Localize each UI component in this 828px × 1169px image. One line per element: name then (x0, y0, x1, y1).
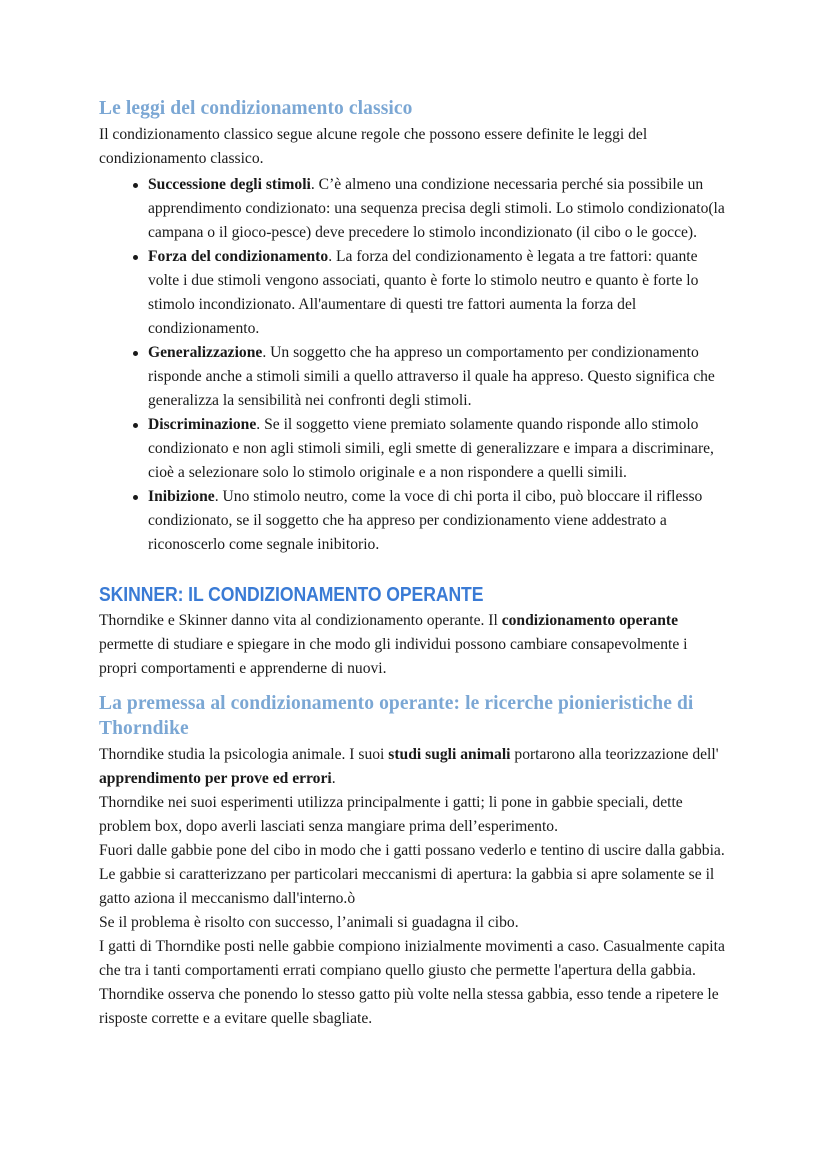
list-item (99, 341, 725, 413)
section-heading-leggi-condizionamento-classico: Le leggi del condizionamento classico (99, 98, 413, 119)
paragraph-bold-segment: condizionamento operante (501, 612, 679, 629)
paragraph-thorndike-problema-risolto: Se il problema è risolto con successo, l’animali si guadagna il cibo. (99, 914, 519, 931)
paragraph-text-segment: Thorndike studia la psicologia animale. I suoi (99, 746, 389, 763)
document-content (99, 96, 725, 1031)
paragraph-text-segment: Thorndike e Skinner danno vita al condizionamento operante. Il (99, 612, 502, 629)
paragraph-bold-segment: apprendimento per prove ed errori (99, 770, 332, 787)
list-item-term: Inibizione (148, 488, 215, 505)
list-item (99, 485, 725, 557)
paragraph-thorndike-movimenti-caso: I gatti di Thorndike posti nelle gabbie compiono inizialmente movimenti a caso. Casualmente capita che tra i tanti comportamenti errati compiano quello giusto che permette l'apertura della gabbia. (99, 938, 725, 979)
paragraph-intro-condizionamento-classico: Il condizionamento classico segue alcune regole che possono essere definite le leggi del condizionamento classico. (99, 126, 648, 167)
list-item-text: . Un soggetto che ha appreso un comportamento per condizionamento risponde anche a stimoli simili a quello attraverso il quale ha appreso. Questo significa che generalizza la sensibilità nei confronti degli stimoli. (148, 344, 715, 409)
paragraph-thorndike-studi (99, 743, 725, 791)
list-item (99, 413, 725, 485)
list-leggi-condizionamento (99, 173, 725, 557)
list-item-term: Successione degli stimoli (148, 176, 311, 193)
paragraph-text-segment: permette di studiare e spiegare in che modo gli individui possono cambiare consapevolmente i propri comportamenti e apprenderne di nuovi. (99, 636, 688, 677)
list-item-term: Discriminazione (148, 416, 257, 433)
paragraph-thorndike-gabbie: Fuori dalle gabbie pone del cibo in modo che i gatti possano vederlo e tentino di uscire dalla gabbia. Le gabbie si caratterizzano per particolari meccanismi di apertura: la gabbia si apre solamente se il gatto aziona il meccanismo dall'interno.ò (99, 842, 725, 907)
list-item (99, 245, 725, 341)
paragraph-thorndike-osservazione: Thorndike osserva che ponendo lo stesso gatto più volte nella stessa gabbia, esso tende a ripetere le risposte corrette e a evitare quelle sbagliate. (99, 986, 719, 1027)
paragraph-text-segment: . (331, 770, 336, 787)
list-item-term: Forza del condizionamento (148, 248, 329, 265)
paragraph-text-segment: portarono alla teorizzazione dell' (510, 746, 719, 763)
list-item-text: . C’è almeno una condizione necessaria perché sia possibile un apprendimento condizionato: una sequenza precisa degli stimoli. Lo stimolo condizionato(la campana o il gioco-pesce) deve precedere lo stimolo incondizionato (il cibo o le gocce). (148, 176, 725, 241)
paragraph-bold-segment: studi sugli animali (388, 746, 511, 763)
subheading-premessa-thorndike: La premessa al condizionamento operante: le ricerche pionieristiche di Thorndike (99, 693, 694, 739)
paragraph-intro-skinner (99, 609, 725, 681)
list-item-term: Generalizzazione (148, 344, 263, 361)
list-item-text: . Se il soggetto viene premiato solamente quando risponde allo stimolo condizionato e non agli stimoli simili, egli smette di generalizzare e impara a discriminare, cioè a selezionare solo lo stimolo originale e a non rispondere a quelli simili. (148, 416, 714, 481)
paragraph-thorndike-esperimenti: Thorndike nei suoi esperimenti utilizza principalmente i gatti; li pone in gabbie speciali, dette problem box, dopo averli lasciati senza mangiare prima dell’esperimento. (99, 794, 683, 835)
list-item-text: . La forza del condizionamento è legata a tre fattori: quante volte i due stimoli vengono associati, quanto è forte lo stimolo neutro e quanto è forte lo stimolo incondizionato. All'aumentare di questi tre fattori aumenta la forza del condizionamento. (148, 248, 699, 337)
section-heading-skinner-condizionamento-operante: SKINNER: IL CONDIZIONAMENTO OPERANTE (99, 584, 484, 606)
section-spacer (99, 557, 725, 583)
list-item-text: . Uno stimolo neutro, come la voce di chi porta il cibo, può bloccare il riflesso condizionato, se il soggetto che ha appreso per condizionamento viene addestrato a riconoscerlo come segnale inibitorio. (148, 488, 703, 553)
list-item (99, 173, 725, 245)
